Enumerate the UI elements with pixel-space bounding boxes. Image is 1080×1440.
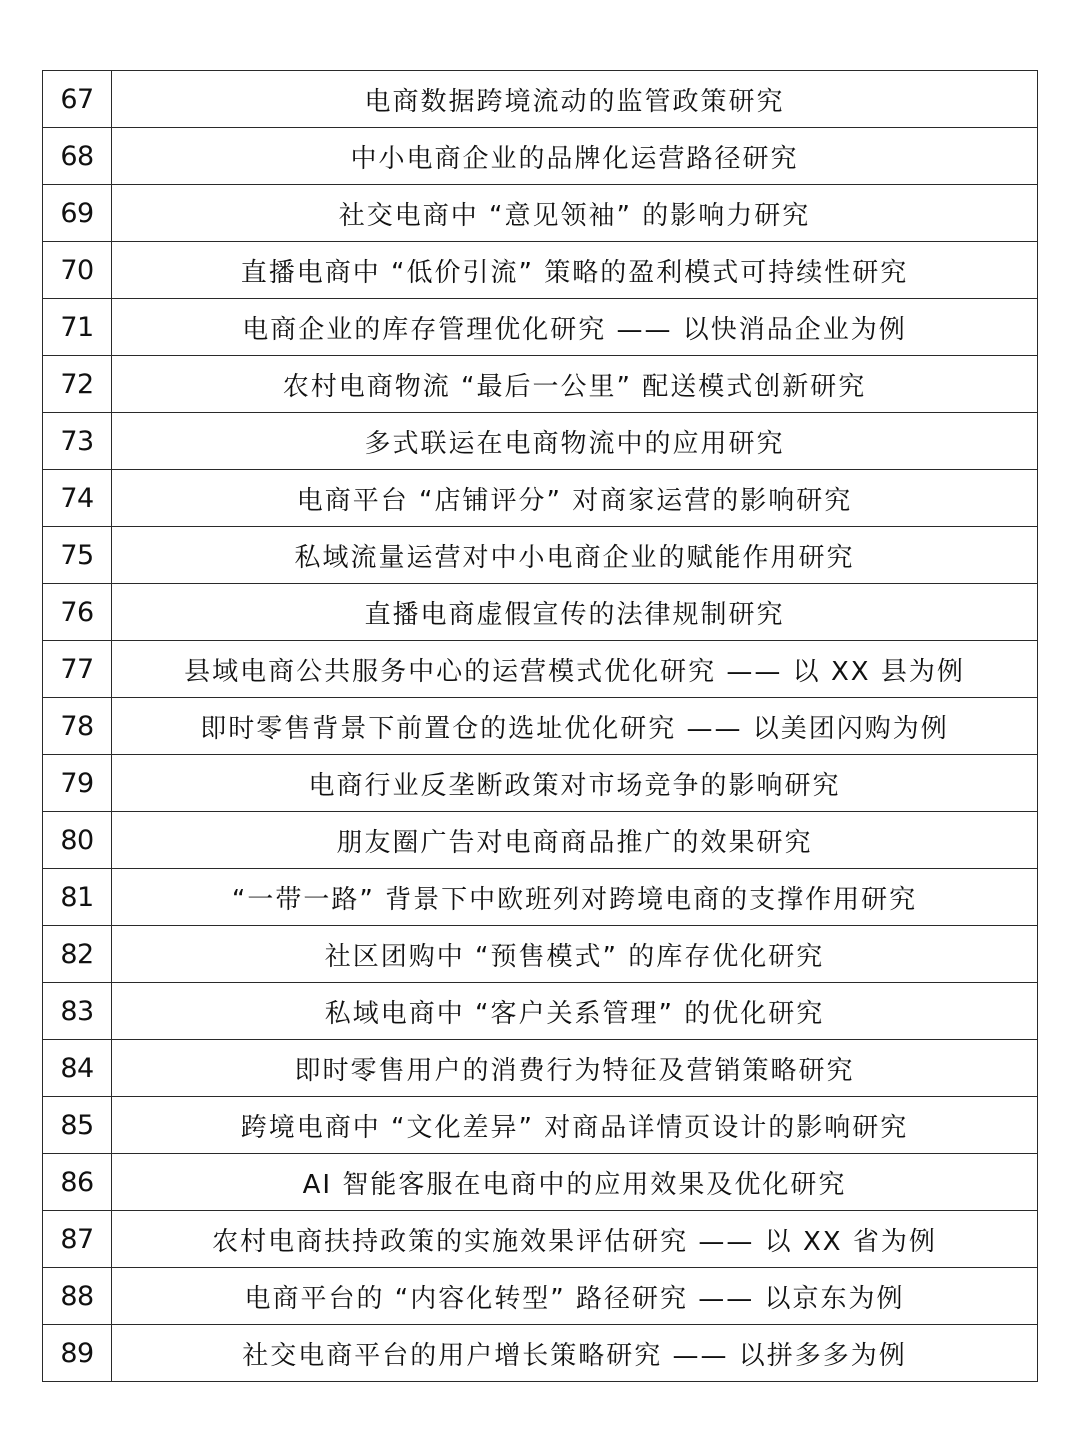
table-row — [43, 983, 1038, 1040]
table-row — [43, 812, 1038, 869]
table-row — [43, 71, 1038, 128]
table-row — [43, 299, 1038, 356]
table-row — [43, 242, 1038, 299]
topic-title: 中小电商企业的品牌化运营路径研究 — [112, 128, 1038, 185]
table-row — [43, 1040, 1038, 1097]
row-number: 73 — [43, 413, 112, 470]
topic-title: 直播电商中 “低价引流” 策略的盈利模式可持续性研究 — [112, 242, 1038, 299]
row-number: 69 — [43, 185, 112, 242]
topic-list-sheet — [42, 70, 1038, 1382]
topic-title: 电商企业的库存管理优化研究 —— 以快消品企业为例 — [112, 299, 1038, 356]
topic-title: 县域电商公共服务中心的运营模式优化研究 —— 以 XX 县为例 — [112, 641, 1038, 698]
topic-title: 电商平台 “店铺评分” 对商家运营的影响研究 — [112, 470, 1038, 527]
topic-title: 社区团购中 “预售模式” 的库存优化研究 — [112, 926, 1038, 983]
row-number: 84 — [43, 1040, 112, 1097]
row-number: 80 — [43, 812, 112, 869]
row-number: 72 — [43, 356, 112, 413]
table-row — [43, 584, 1038, 641]
row-number: 71 — [43, 299, 112, 356]
topic-title: 农村电商扶持政策的实施效果评估研究 —— 以 XX 省为例 — [112, 1211, 1038, 1268]
row-number: 77 — [43, 641, 112, 698]
topic-title: 直播电商虚假宣传的法律规制研究 — [112, 584, 1038, 641]
topic-title: 私域流量运营对中小电商企业的赋能作用研究 — [112, 527, 1038, 584]
table-row — [43, 413, 1038, 470]
row-number: 78 — [43, 698, 112, 755]
table-row — [43, 1268, 1038, 1325]
topic-title: 跨境电商中 “文化差异” 对商品详情页设计的影响研究 — [112, 1097, 1038, 1154]
row-number: 70 — [43, 242, 112, 299]
table-row — [43, 1154, 1038, 1211]
row-number: 74 — [43, 470, 112, 527]
row-number: 82 — [43, 926, 112, 983]
topic-title: “一带一路” 背景下中欧班列对跨境电商的支撑作用研究 — [112, 869, 1038, 926]
row-number: 87 — [43, 1211, 112, 1268]
row-number: 81 — [43, 869, 112, 926]
row-number: 88 — [43, 1268, 112, 1325]
table-row — [43, 128, 1038, 185]
row-number: 89 — [43, 1325, 112, 1382]
table-row — [43, 356, 1038, 413]
table-row — [43, 1211, 1038, 1268]
table-row — [43, 527, 1038, 584]
row-number: 75 — [43, 527, 112, 584]
topic-title: 农村电商物流 “最后一公里” 配送模式创新研究 — [112, 356, 1038, 413]
row-number: 79 — [43, 755, 112, 812]
row-number: 76 — [43, 584, 112, 641]
topic-title: 社交电商平台的用户增长策略研究 —— 以拼多多为例 — [112, 1325, 1038, 1382]
row-number: 86 — [43, 1154, 112, 1211]
row-number: 68 — [43, 128, 112, 185]
table-row — [43, 926, 1038, 983]
topic-title: 私域电商中 “客户关系管理” 的优化研究 — [112, 983, 1038, 1040]
topic-title: 即时零售背景下前置仓的选址优化研究 —— 以美团闪购为例 — [112, 698, 1038, 755]
topic-title: 即时零售用户的消费行为特征及营销策略研究 — [112, 1040, 1038, 1097]
table-row — [43, 470, 1038, 527]
table-row — [43, 1325, 1038, 1382]
topic-title: AI 智能客服在电商中的应用效果及优化研究 — [112, 1154, 1038, 1211]
topic-title: 社交电商中 “意见领袖” 的影响力研究 — [112, 185, 1038, 242]
table-row — [43, 641, 1038, 698]
row-number: 83 — [43, 983, 112, 1040]
row-number: 85 — [43, 1097, 112, 1154]
table-row — [43, 185, 1038, 242]
topic-title: 电商行业反垄断政策对市场竞争的影响研究 — [112, 755, 1038, 812]
table-row — [43, 869, 1038, 926]
table-row — [43, 698, 1038, 755]
row-number: 67 — [43, 71, 112, 128]
topic-title: 多式联运在电商物流中的应用研究 — [112, 413, 1038, 470]
topic-table-body — [43, 71, 1038, 1382]
topic-title: 电商数据跨境流动的监管政策研究 — [112, 71, 1038, 128]
topic-table — [42, 70, 1038, 1382]
topic-title: 朋友圈广告对电商商品推广的效果研究 — [112, 812, 1038, 869]
topic-title: 电商平台的 “内容化转型” 路径研究 —— 以京东为例 — [112, 1268, 1038, 1325]
table-row — [43, 755, 1038, 812]
table-row — [43, 1097, 1038, 1154]
